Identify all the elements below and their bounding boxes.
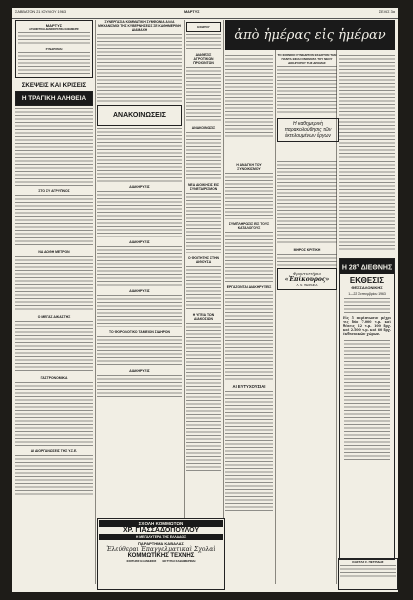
daily-column-banner: ἀπὸ ἡμέρας εἰς ἡμέραν [225,20,395,50]
subcolumn-right-lower [339,160,395,252]
school-owner: ΧΡ. ΓΙΑΣΣΑΔΟΠΟΥΛΟΥ [122,527,200,534]
text-block [15,321,93,373]
subcolumn-left-bottom [225,282,273,512]
pharmacies-heading: ΑΙ ΕΥΤΥΧΟΥΣΙΑΙ [232,384,266,389]
subheading: ΜΗΡΟΣ ΚΡΙΤΙΚΗ [293,248,321,252]
subheading: ΔΙΑΚΗΡΥΞΙΣ [129,288,150,293]
text-block [186,266,221,310]
subheading: ΕΡΓΑΖΟΝΤΑΙ ΔΙΑΚΗΡΥΞΕΙΣ [226,285,272,289]
fair-number: Η 28 [341,264,357,272]
text-block [225,391,273,511]
subheading: ΝΑ ΔΟΘΗ ΜΕΤΡΟΝ [38,250,70,254]
subheading: ΝΕΑ ΔΙΟΙΚΗΣΙΣ ΕΙΣ ΣΥΝΕΤΑΙΡΙΣΜΟΝ [187,183,220,191]
text-block [225,55,273,139]
column-4 [225,20,395,584]
text-block [18,32,90,46]
subheading: ΣΥΜΠΛΗΡΩΣΙΣ ΕΙΣ ΤΟΥΣ ΚΑΤΑΛΟΓΟΥΣ [228,222,270,230]
text-block [97,34,182,102]
masthead-label: ΣΥΝΔΡΟΜΑΙ [45,47,63,51]
text-block [340,565,396,579]
fair-rest: ΔΙΕΘΝΗΣ [359,264,393,272]
column-2 [97,20,182,584]
header-title: ΜΑΡΤΥΣ [184,10,200,14]
text-block [225,173,273,219]
newspaper-page [12,8,398,592]
fair-dates: 1—22 Σεπτεμβρίου 1963 [348,292,386,297]
page-header [12,8,398,19]
column-rule [223,20,224,584]
masthead-box [15,20,93,78]
subheading: ΑΝΑΚΟΙΝΩΣΙΣ [191,126,216,130]
badge: ΕΧΘΡΟΥ [186,22,221,32]
text-block [344,298,390,314]
header-date: ΣΑΒΒΑΤΟΝ 21 ΙΟΥΛΙΟΥ 1963 [15,10,66,14]
subheading: ΔΙΑΘΕΣΙΣ ΑΓΡΟΤΙΚΩΝ ΠΡΟΙΟΝΤΩΝ [193,53,214,65]
subcolumn-left-lower [225,160,273,283]
text-block [186,34,221,50]
text-block [225,232,273,282]
school-branch: ΠΑΡΑΡΤΗΜΑ ΚΑΒΑΛΑΣ [138,541,184,546]
article-headline: ΣΥΝΕΡΓΑΣΙΑ ΚΟΜΜΑΤΙΚΗ ΣΥΜΦΩΝΙΑ ΑΛΛΑ ΜΗΧΑΝΙΣΜΟΙ ΤΗΣ ΚΥΒΕΡΝΗΣΕΩΣ ΣΕ ΚΑΘΗΜΕΡΙΝΗ ΔΙΑΜΑΧΗ [98,20,181,33]
ad-address: Λ. Ν. ΠΕΙΡΑΙΚΑ [296,283,318,287]
text-block [277,66,337,114]
subcolumn-middle [277,54,337,115]
article-headline: ΤΟ ΦΟΙΝΙΚΟ ΣΥΝΕΔΡΙΟΝ ΕΚΔΟΤΟΝ ΤΗΝ ΠΑΝΤΑ ΕΙΝΑΙ ΟΝΟΜΑΤΑ ΤΟΥ ΝΕΟΥ ΔΙΚΗΓΟΡΟΥ ΤΗΣ ΔΡΑΜΑΣ [277,53,337,65]
school-desc: Ἐλεύθεραι Ἐπαγγελματικαὶ Σχολαὶ [106,546,216,553]
text-block [97,128,182,182]
text-block [277,254,337,266]
school-footer: ΦΟΙΤΗΣΙΣ ΕΞΑΜΗΝΟΣ ΕΚΤΥΠΑΙ ΚΑΘΗΜΕΡΙΝΑΙ [126,559,196,563]
subheading: ΓΑΣΤΡΟΝΟΜΙΚΑ [40,376,68,380]
subheading: ΤΟ ΦΟΡΟΛΟΓΙΚΟ ΤΑΜΕΙΟΝ ΣΙΔΗΡΟΝ [108,329,170,334]
text-block [97,191,182,237]
header-page: ΣΕΛΙΣ 3α [378,10,395,14]
fair-advertisement [339,258,395,560]
text-block [186,193,221,253]
text-block [15,108,93,186]
subheading: ΔΙΑΚΗΡΥΞΙΣ [129,368,150,373]
subcolumn-right [339,54,395,160]
subcolumn-middle-lower [277,160,337,292]
hairdressing-school-ad [97,518,225,590]
text-block [15,256,93,312]
text-block [97,375,182,399]
text-block [186,67,221,123]
subcolumn-left [225,54,273,140]
lead-headline: Η ΤΡΑΓΙΚΗ ΑΛΗΘΕΙΑ [15,91,93,106]
text-block [97,295,182,327]
text-block [339,161,395,251]
school-art: ΚΟΜΜΩΤΙΚΗΣ ΤΕΧΝΗΣ [127,553,195,559]
subheading: Ο ΦΟΙΤΗΤΗΣ ΣΤΗΝ ΑΙΘΟΥΣΑ [188,256,219,264]
text-block [339,55,395,159]
agent-name: ΚΩΣΤΑΣ Σ. ΠΕΤΡΙΔΗΣ [352,560,384,564]
column-kicker: ΣΚΕΨΕΙΣ ΚΑΙ ΚΡΙΣΕΙΣ [21,82,87,89]
fair-sup: η [356,262,360,267]
text-block [186,132,221,180]
text-block [97,336,182,366]
masthead-subtitle: ΑΓΩΝΙΣΤΙΚΗ ΔΗΜΟΚΡΑΤΙΚΗ ΕΦΗΜΕΡΙΣ [29,28,79,31]
text-block [225,291,273,381]
column-3 [186,20,221,584]
ad-title: Φροντιστήριο [293,271,321,276]
text-block [97,246,182,286]
fair-word: ΕΚΘΕΣΙΣ [349,276,385,286]
school-title: ΣΧΟΛΗ ΚΟΜΜΩΤΩΝ [99,520,223,527]
fair-text: Εἰς 5 περίπτωσιν μέχρι τις δύο 7.000 τ.μ. καὶ θέσεις 12 τ.μ. 100 δρχ. καὶ 2.500 τ.μ. καὶ 60 δρχ. ἐκθεσιακῶν χώρων. [343,316,393,337]
tutoring-ad [277,268,337,290]
text-block [344,340,390,460]
notices-heading: ΑΝΑΚΟΙΝΩΣΕΙΣ [97,105,182,126]
subheading: Η ΑΝΑΓΚΗ ΤΟΥ ΣΥΝΟΙΚΙΣΜΟΥ [236,163,262,171]
text-block [277,161,337,245]
column-rule [95,20,96,584]
column-1 [15,20,93,584]
text-block [186,323,221,473]
school-tagline: Η ΜΕΓΑΛΥΤΕΡΑ ΤΗΣ ΕΛΛΑΔΟΣ [99,534,223,540]
text-block [15,382,93,446]
subheading: ΑΙ ΔΙΟΡΓΑΝΩΣΕΙΣ ΤΗΣ Υ.Σ.Ε. [30,449,78,453]
text-block [18,52,90,74]
column-rule [184,20,185,584]
subheading: Ο ΜΕΓΑΣ ΔΙΚΑΣΤΗΣ [37,315,71,319]
subheading: ΔΙΑΚΗΡΥΞΙΣ [129,239,150,244]
headline-box: Η καθημερινὴ παρακολούθησις τῶν ἐκτελουμένων ἔργων [277,118,339,142]
ad-name: «Ἐπίκουρος» [284,276,330,283]
agent-notice [338,558,398,590]
text-block [15,455,93,495]
text-block [15,195,93,247]
masthead-title: ΜΑΡΤΥΣ [45,23,63,28]
fair-title [340,259,394,274]
fair-city: ΘΕΣΣΑΛΟΝΙΚΗΣ [351,285,383,291]
subheading: Η ΥΓΕΙΑ ΤΩΝ ΔΙΑΚΟΣΙΩΝ [192,313,215,321]
subheading: ΣΤΟ ΣΥ ΑΓΡΥΠΝΟΣ [38,189,70,193]
subheading: ΔΙΑΚΗΡΥΞΙΣ [129,184,150,189]
